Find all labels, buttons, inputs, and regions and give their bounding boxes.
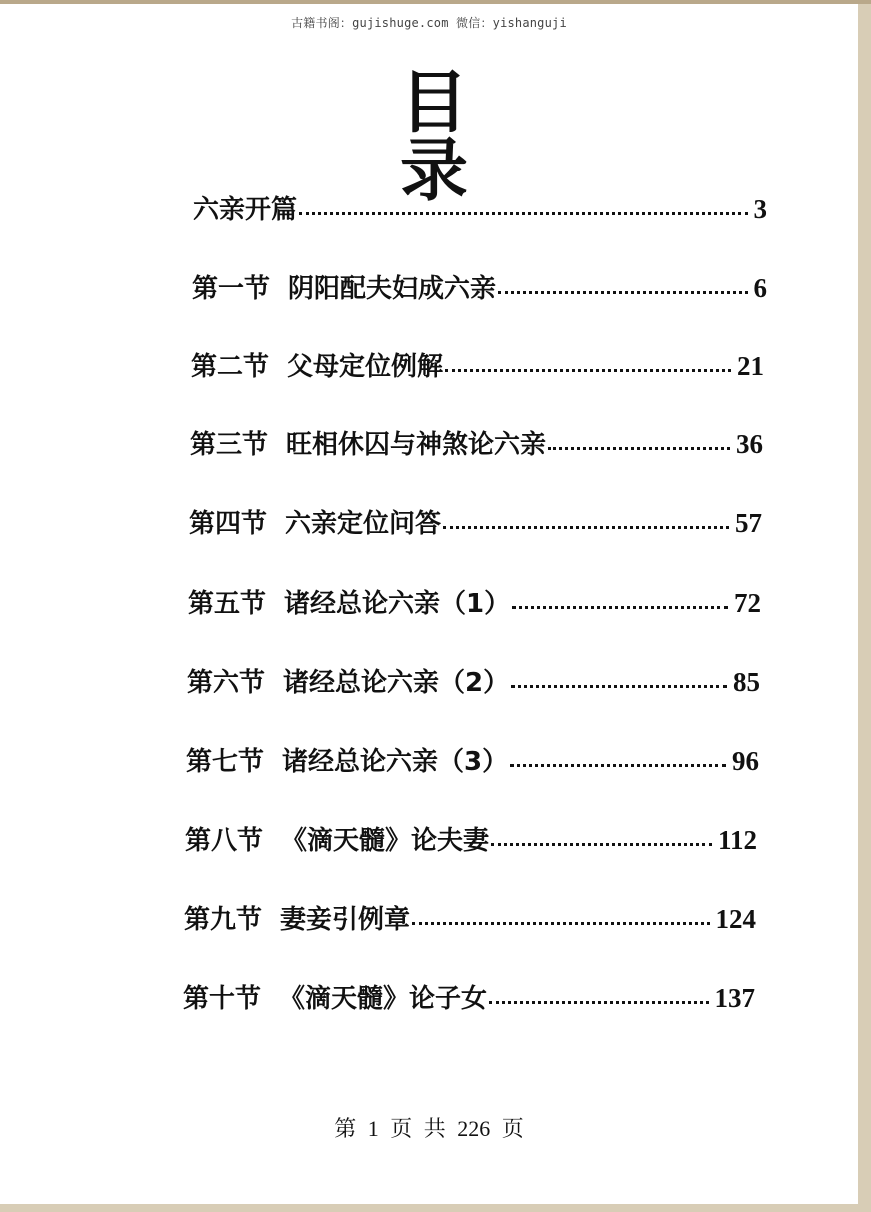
toc-section-label: 第七节 [186,747,265,777]
toc-entry-title: 诸经总论六亲（2） [283,668,510,698]
toc-page-number: 36 [736,429,763,459]
toc-leader-dots [498,291,747,294]
toc-leader-dots [445,369,731,372]
toc-entry-title: 父母定位例解 [287,352,444,382]
toc-leader-dots [412,922,709,925]
toc-leader-dots [489,1001,708,1004]
toc-entry-title: 诸经总论六亲（1） [284,589,511,619]
toc-page-number: 3 [753,194,767,224]
watermark-text: 古籍书阁：gujishuge.com 微信：yishanguji [291,16,567,30]
toc-entry-title: 旺相休囚与神煞论六亲 [286,430,547,460]
toc-leader-dots [511,685,727,688]
toc-section-label: 第四节 [189,509,268,539]
toc-entry-title: 阴阳配夫妇成六亲 [288,274,497,304]
toc-page-number: 57 [735,508,762,538]
toc-section-label: 第六节 [187,668,266,698]
toc-entry[interactable] [185,827,757,854]
toc-section-label: 第二节 [191,352,270,382]
toc-entry[interactable] [190,431,763,458]
toc-section-label: 第三节 [190,430,269,460]
toc-leader-dots [512,606,728,609]
toc-section-label: 第八节 [185,826,264,856]
toc-page-number: 72 [734,588,761,618]
page-edge-bottom [0,1204,871,1212]
toc-page-number: 6 [753,273,767,303]
toc-entry[interactable] [184,906,756,933]
toc-entry[interactable] [186,748,759,775]
toc-entry[interactable] [188,590,761,617]
toc-entry[interactable] [183,985,755,1012]
toc-section-label: 第一节 [192,274,271,304]
toc-entry-title: 六亲定位问答 [285,509,442,539]
toc-section-label: 第十节 [183,984,262,1014]
toc-page-number: 112 [717,825,757,855]
toc-entry-title: 六亲开篇 [193,195,298,225]
toc-section-label: 第九节 [184,905,263,935]
toc-leader-dots [443,526,729,529]
toc-entry-title: 《滴天髓》论夫妻 [281,826,490,856]
page-edge-right [858,4,871,1212]
toc-entry[interactable] [193,196,767,223]
toc-leader-dots [510,764,726,767]
page-footer: 第 1 页 共 226 页 [334,1116,524,1141]
toc-page-number: 96 [732,746,759,776]
toc-leader-dots [491,843,712,846]
toc-leader-dots [299,212,747,215]
toc-entry[interactable] [191,353,764,380]
toc-page-number: 21 [737,351,764,381]
toc-entry-title: 诸经总论六亲（3） [282,747,509,777]
page-title: 目 录 [400,64,491,211]
toc-entry-title: 妻妾引例章 [280,905,411,935]
toc-page-number: 85 [733,667,760,697]
toc-entry[interactable] [189,510,762,537]
toc-page-number: 137 [714,983,755,1013]
toc-page-number: 124 [715,904,756,934]
toc-entry-title: 《滴天髓》论子女 [279,984,488,1014]
toc-section-label: 第五节 [188,589,267,619]
toc-entry[interactable] [192,275,767,302]
toc-leader-dots [548,447,730,450]
toc-entry[interactable] [187,669,760,696]
